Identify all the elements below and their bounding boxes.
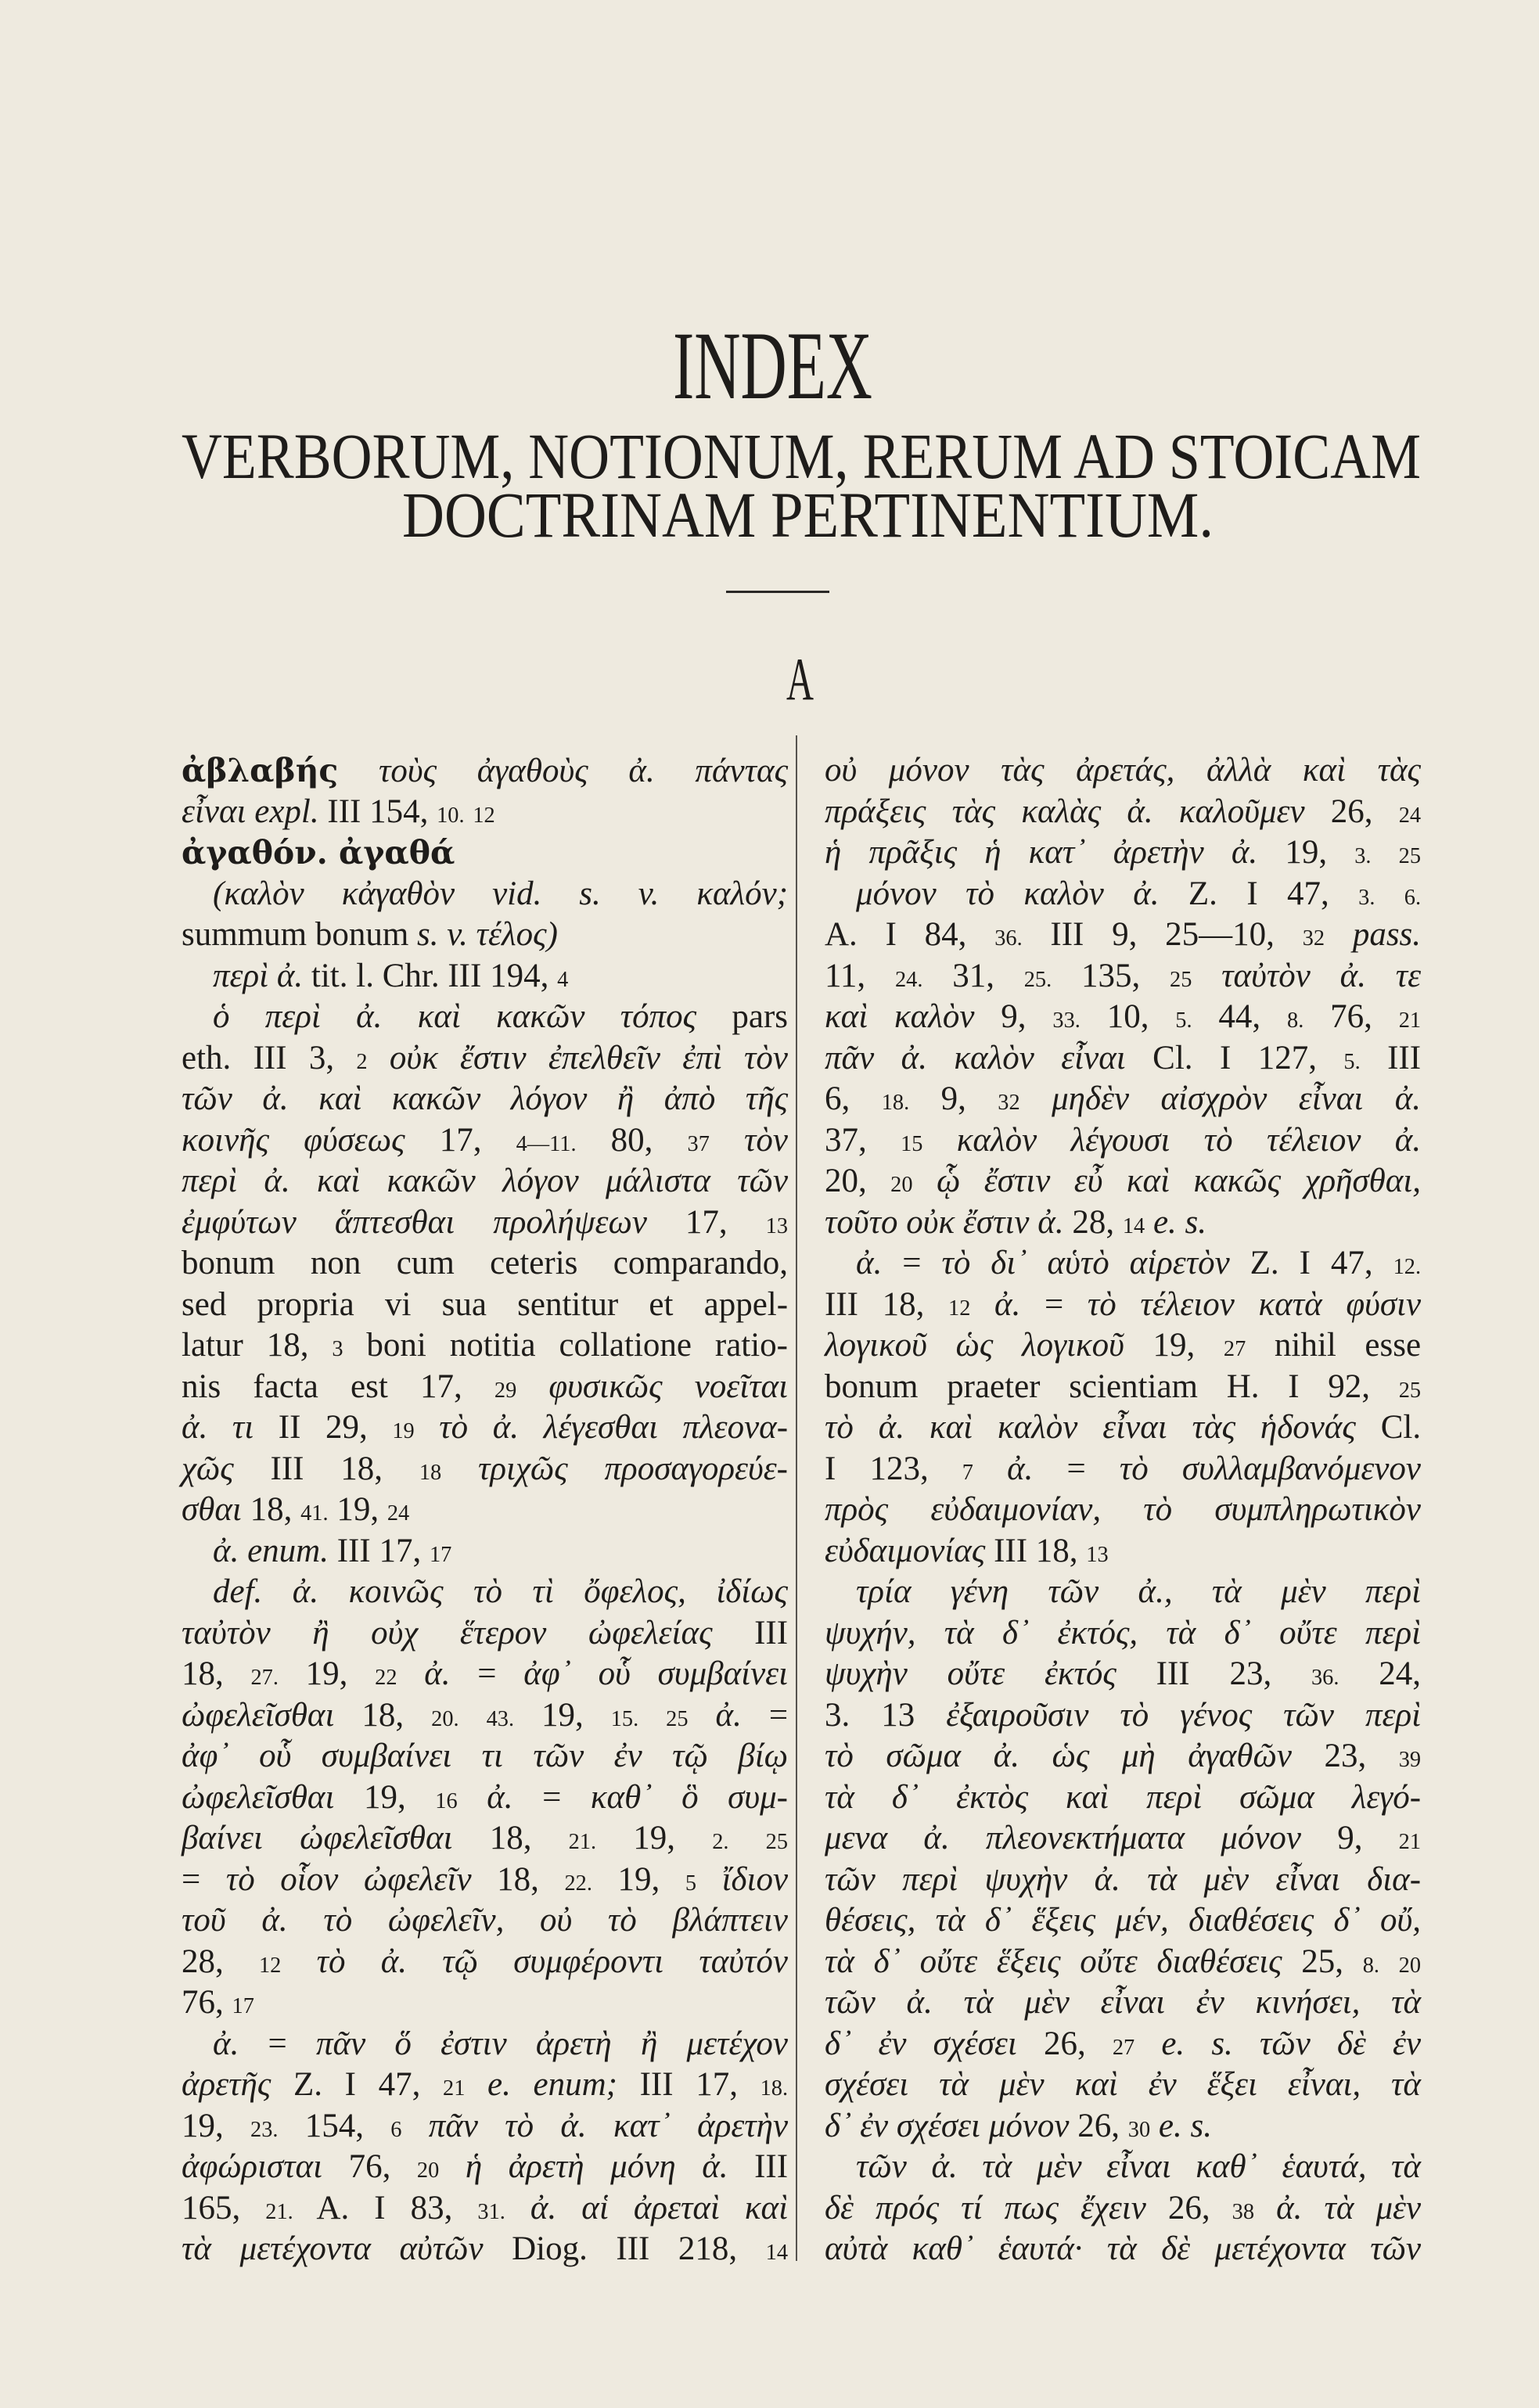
index-line	[825, 1407, 1421, 1449]
index-line	[182, 1490, 788, 1531]
index-headword: ἀγαθόν. ἀγαθά	[182, 834, 455, 872]
index-line-text: πράξεις τὰς καλὰς ἀ. καλοῦμεν 26, 24	[825, 792, 1422, 830]
index-line-text: σθαι 18, 41. 19, 24	[182, 1491, 410, 1528]
index-line	[825, 1818, 1421, 1860]
index-line-text: δὲ πρός τί πως ἔχειν 26, 38 ἀ. τὰ μὲν	[825, 2189, 1422, 2227]
index-line-text: ἡ πρᾶξις ἡ κατ᾽ ἀρετὴν ἀ. 19, 3. 25	[825, 834, 1421, 871]
index-line-text: τοῦτο οὐκ ἔστιν ἀ. 28, 14 e. s.	[825, 1203, 1207, 1241]
index-line-text: ψυχήν, τὰ δ᾽ ἐκτός, τὰ δ᾽ οὔτε περὶ	[825, 1614, 1422, 1651]
index-line	[825, 1695, 1421, 1737]
index-line-text: eth. III 3, 2 οὐκ ἔστιν ἐπελθεῖν ἐπὶ τὸν	[182, 1039, 788, 1076]
index-line-text: τοὺς ἀγαθοὺς ἀ. πάντας	[378, 753, 789, 789]
index-line	[825, 1982, 1421, 2024]
index-line-text: κοινῆς φύσεως 17, 4—11. 80, 37 τὸν	[182, 1121, 789, 1159]
index-line	[825, 1942, 1421, 1983]
index-line	[182, 1900, 788, 1942]
index-column-right	[825, 750, 1421, 2270]
index-line-text: λογικοῦ ὡς λογικοῦ 19, 27 nihil esse	[825, 1327, 1422, 1364]
index-line-text: ἀ. = πᾶν ὅ ἐστιν ἀρετὴ ἢ μετέχον	[213, 2025, 788, 2062]
index-line-text: τρία γένη τῶν ἀ., τὰ μὲν περὶ	[856, 1573, 1422, 1610]
index-line-text: ψυχὴν οὔτε ἐκτός III 23, 36. 24,	[825, 1655, 1421, 1692]
index-line-text: οὐ μόνον τὰς ἀρετάς, ἀλλὰ καὶ τὰς	[825, 752, 1422, 789]
index-line	[182, 2065, 788, 2106]
index-line	[825, 750, 1421, 792]
index-line-text: 19, 23. 154, 6 πᾶν τὸ ἀ. κατ᾽ ἀρετὴν	[182, 2107, 789, 2144]
index-line	[182, 1038, 788, 1080]
index-line-text: εὐδαιμονίας III 18, 13	[825, 1532, 1109, 1569]
index-line-text: A. I 84, 36. III 9, 25—10, 32 pass.	[825, 916, 1422, 953]
index-line	[182, 1243, 788, 1285]
index-line-text: 18, 27. 19, 22 ἀ. = ἀφ᾽ οὗ συμβαίνει	[182, 1655, 789, 1692]
index-line-text: πᾶν ἀ. καλὸν εἶναι Cl. I 127, 5. III	[825, 1039, 1422, 1076]
index-line-text: ταὐτὸν ἢ οὐχ ἕτερον ὠφελείας III	[182, 1614, 789, 1651]
index-line	[182, 1818, 788, 1860]
index-line	[182, 792, 788, 833]
index-line-text: ὠφελεῖσθαι 19, 16 ἀ. = καθ᾽ ὃ συμ-	[182, 1778, 789, 1816]
index-line-text: περὶ ἀ. tit. l. Chr. III 194, 4	[213, 957, 569, 994]
column-divider	[796, 735, 797, 2261]
index-line-text: χῶς III 18, 18 τριχῶς προσαγορεύε-	[182, 1450, 788, 1487]
index-line	[182, 2147, 788, 2188]
index-line	[825, 2229, 1421, 2270]
index-line	[182, 2106, 788, 2147]
index-line	[182, 1777, 788, 1819]
index-line	[182, 956, 788, 997]
index-line-text: περὶ ἀ. καὶ κακῶν λόγον μάλιστα τῶν	[182, 1163, 789, 1199]
index-line-text: τῶν ἀ. τὰ μὲν εἶναι καθ᾽ ἑαυτά, τὰ	[856, 2148, 1422, 2185]
index-line-text: τῶν ἀ. τὰ μὲν εἶναι ἐν κινήσει, τὰ	[825, 1984, 1422, 2021]
index-line-text: μόνον τὸ καλὸν ἀ. Z. I 47, 3. 6.	[856, 875, 1422, 912]
index-line	[825, 1572, 1421, 1613]
index-line-text: summum bonum s. v. τέλος)	[182, 916, 558, 953]
index-line	[825, 1613, 1421, 1655]
index-line-text: τὸ σῶμα ἀ. ὡς μὴ ἀγαθῶν 23, 39	[825, 1738, 1422, 1774]
index-line	[825, 832, 1421, 874]
index-line	[825, 1243, 1421, 1285]
index-headword: ἀβλαβής	[182, 752, 339, 789]
index-line-text: = τὸ οἷον ὠφελεῖν 18, 22. 19, 5 ἴδιον	[182, 1860, 789, 1898]
index-line-text: def. ἀ. κοινῶς τὸ τὶ ὄφελος, ἰδίως	[213, 1573, 789, 1610]
index-line	[825, 2106, 1421, 2147]
index-line	[825, 1367, 1421, 1408]
index-line	[182, 1120, 788, 1162]
index-line-text: θέσεις, τὰ δ᾽ ἕξεις μέν, διαθέσεις δ᾽ οὔ,	[825, 1902, 1422, 1939]
index-line	[182, 1736, 788, 1777]
index-line	[182, 1161, 788, 1202]
index-line-text: ἐμφύτων ἅπτεσθαι προλήψεων 17, 13	[182, 1203, 789, 1241]
index-line	[825, 915, 1421, 956]
index-line-text: bonum non cum ceteris comparando,	[182, 1245, 789, 1281]
index-line-text: ὠφελεῖσθαι 18, 20. 43. 19, 15. 25 ἀ. =	[182, 1696, 789, 1734]
index-line-text: σχέσει τὰ μὲν καὶ ἐν ἕξει εἶναι, τὰ	[825, 2066, 1421, 2103]
index-line-text: ἀφώρισται 76, 20 ἡ ἀρετὴ μόνη ἀ. III	[182, 2148, 789, 2185]
index-line-text: ἀφ᾽ οὗ συμβαίνει τι τῶν ἐν τῷ βίῳ	[182, 1738, 789, 1774]
index-line	[182, 1407, 788, 1449]
index-line-text: (καλὸν κἀγαθὸν vid. s. v. καλόν;	[213, 875, 789, 912]
index-line	[182, 750, 788, 792]
index-line	[182, 1982, 788, 2024]
index-line	[182, 1079, 788, 1120]
index-subtitle-line-1: VERBORUM, NOTIONUM, RERUM AD STOICAM	[182, 420, 1421, 492]
index-line	[182, 1572, 788, 1613]
title-divider-rule	[726, 591, 829, 593]
index-line-text: 6, 18. 9, 32 μηδὲν αἰσχρὸν εἶναι ἀ.	[825, 1080, 1422, 1117]
index-line-text: 165, 21. A. I 83, 31. ἀ. αἱ ἀρεταὶ καὶ	[182, 2189, 789, 2227]
index-line	[825, 2024, 1421, 2065]
index-line	[825, 2188, 1421, 2230]
index-line	[182, 832, 788, 874]
index-line-text: 11, 24. 31, 25. 135, 25 ταὐτὸν ἀ. τε	[825, 957, 1422, 994]
index-line-text: ἀ. = τὸ δι᾽ αὑτὸ αἱρετὸν Z. I 47, 12.	[856, 1245, 1422, 1281]
index-line	[825, 1161, 1421, 1202]
index-line	[825, 1285, 1421, 1326]
index-line-text: πρὸς εὐδαιμονίαν, τὸ συμπληρωτικὸν	[825, 1491, 1421, 1528]
index-line	[182, 1325, 788, 1367]
index-line	[182, 1695, 788, 1737]
index-line-text: ὁ περὶ ἀ. καὶ κακῶν τόπος pars	[213, 998, 788, 1035]
index-line	[825, 2065, 1421, 2106]
index-line	[825, 1325, 1421, 1367]
index-line	[182, 1367, 788, 1408]
index-line	[182, 874, 788, 915]
index-line-text: δ᾽ ἐν σχέσει μόνον 26, 30 e. s.	[825, 2107, 1212, 2144]
index-line	[182, 1654, 788, 1695]
index-line-text: bonum praeter scientiam H. I 92, 25	[825, 1368, 1422, 1405]
index-line	[182, 2024, 788, 2065]
index-line	[182, 1613, 788, 1655]
index-line-text: sed propria vi sua sentitur et appel-	[182, 1285, 789, 1323]
index-line-text: 76, 17	[182, 1984, 254, 2021]
index-line	[825, 997, 1421, 1038]
index-line	[182, 997, 788, 1038]
index-line-text: latur 18, 3 boni notitia collatione ratio-	[182, 1327, 788, 1364]
index-line	[825, 1860, 1421, 1901]
index-line	[182, 2188, 788, 2230]
index-line	[825, 1449, 1421, 1490]
index-line-text: nis facta est 17, 29 φυσικῶς νοεῖται	[182, 1368, 789, 1405]
index-line	[182, 1285, 788, 1326]
index-line	[182, 915, 788, 956]
index-line-text: καὶ καλὸν 9, 33. 10, 5. 44, 8. 76, 21	[825, 998, 1422, 1035]
index-column-left	[182, 750, 788, 2270]
index-line	[825, 2147, 1421, 2188]
index-line-text: ἀ. τι II 29, 19 τὸ ἀ. λέγεσθαι πλεονα-	[182, 1409, 789, 1446]
index-line-text: τὸ ἀ. καὶ καλὸν εἶναι τὰς ἡδονάς Cl.	[825, 1409, 1422, 1446]
index-line-text: αὐτὰ καθ᾽ ἑαυτά· τὰ δὲ μετέχοντα τῶν	[825, 2230, 1422, 2267]
index-line	[825, 1531, 1421, 1572]
index-line	[825, 1120, 1421, 1162]
index-line-text: τῶν ἀ. καὶ κακῶν λόγον ἢ ἀπὸ τῆς	[182, 1080, 789, 1117]
index-line	[182, 1449, 788, 1490]
index-line	[182, 2229, 788, 2270]
index-line	[825, 1777, 1421, 1819]
index-line-text: δ᾽ ἐν σχέσει 26, 27 e. s. τῶν δὲ ἐν	[825, 2025, 1422, 2062]
index-line	[825, 1654, 1421, 1695]
index-line	[182, 1860, 788, 1901]
index-line-text: 20, 20 ᾧ ἔστιν εὖ καὶ κακῶς χρῆσθαι,	[825, 1163, 1422, 1199]
index-line	[182, 1531, 788, 1572]
index-line	[825, 1079, 1421, 1120]
index-line	[825, 1736, 1421, 1777]
index-line	[825, 792, 1421, 833]
index-line-text: τὰ δ᾽ ἐκτὸς καὶ περὶ σῶμα λεγό-	[825, 1778, 1422, 1816]
index-line-text: I 123, 7 ἀ. = τὸ συλλαμβανόμενον	[825, 1450, 1422, 1487]
index-line-text: ἀρετῆς Z. I 47, 21 e. enum; III 17, 18.	[182, 2066, 789, 2103]
section-letter: A	[786, 645, 814, 713]
index-line-text: τῶν περὶ ψυχὴν ἀ. τὰ μὲν εἶναι δια-	[825, 1860, 1422, 1898]
index-title: INDEX	[672, 312, 872, 419]
index-line-text: μενα ἀ. πλεονεκτήματα μόνον 9, 21	[825, 1820, 1422, 1856]
index-line	[182, 1202, 788, 1244]
index-line-text: τὰ δ᾽ οὔτε ἕξεις οὔτε διαθέσεις 25, 8. 20	[825, 1943, 1422, 1980]
index-line-text: τοῦ ἀ. τὸ ὠφελεῖν, οὐ τὸ βλάπτειν	[182, 1902, 789, 1939]
index-line	[825, 1900, 1421, 1942]
index-line	[825, 874, 1421, 915]
index-line-text: 37, 15 καλὸν λέγουσι τὸ τέλειον ἀ.	[825, 1121, 1422, 1159]
index-line	[825, 1202, 1421, 1244]
index-line-text: ἀ. enum. III 17, 17	[213, 1532, 452, 1569]
index-line	[825, 1038, 1421, 1080]
index-line-text: 3. 13 ἐξαιροῦσιν τὸ γένος τῶν περὶ	[825, 1696, 1422, 1734]
index-line	[825, 956, 1421, 997]
index-line	[825, 1490, 1421, 1531]
index-line-text: βαίνει ὠφελεῖσθαι 18, 21. 19, 2. 25	[182, 1820, 789, 1856]
index-line	[182, 1942, 788, 1983]
index-line-text: τὰ μετέχοντα αὐτῶν Diog. III 218, 14	[182, 2230, 788, 2267]
index-subtitle-line-2: DOCTRINAM PERTINENTIUM.	[401, 479, 1214, 551]
index-line-text: εἶναι expl. III 154, 10. 12	[182, 792, 495, 830]
index-line-text: III 18, 12 ἀ. = τὸ τέλειον κατὰ φύσιν	[825, 1285, 1422, 1323]
index-line-text: 28, 12 τὸ ἀ. τῷ συμφέροντι ταὐτόν	[182, 1943, 789, 1980]
